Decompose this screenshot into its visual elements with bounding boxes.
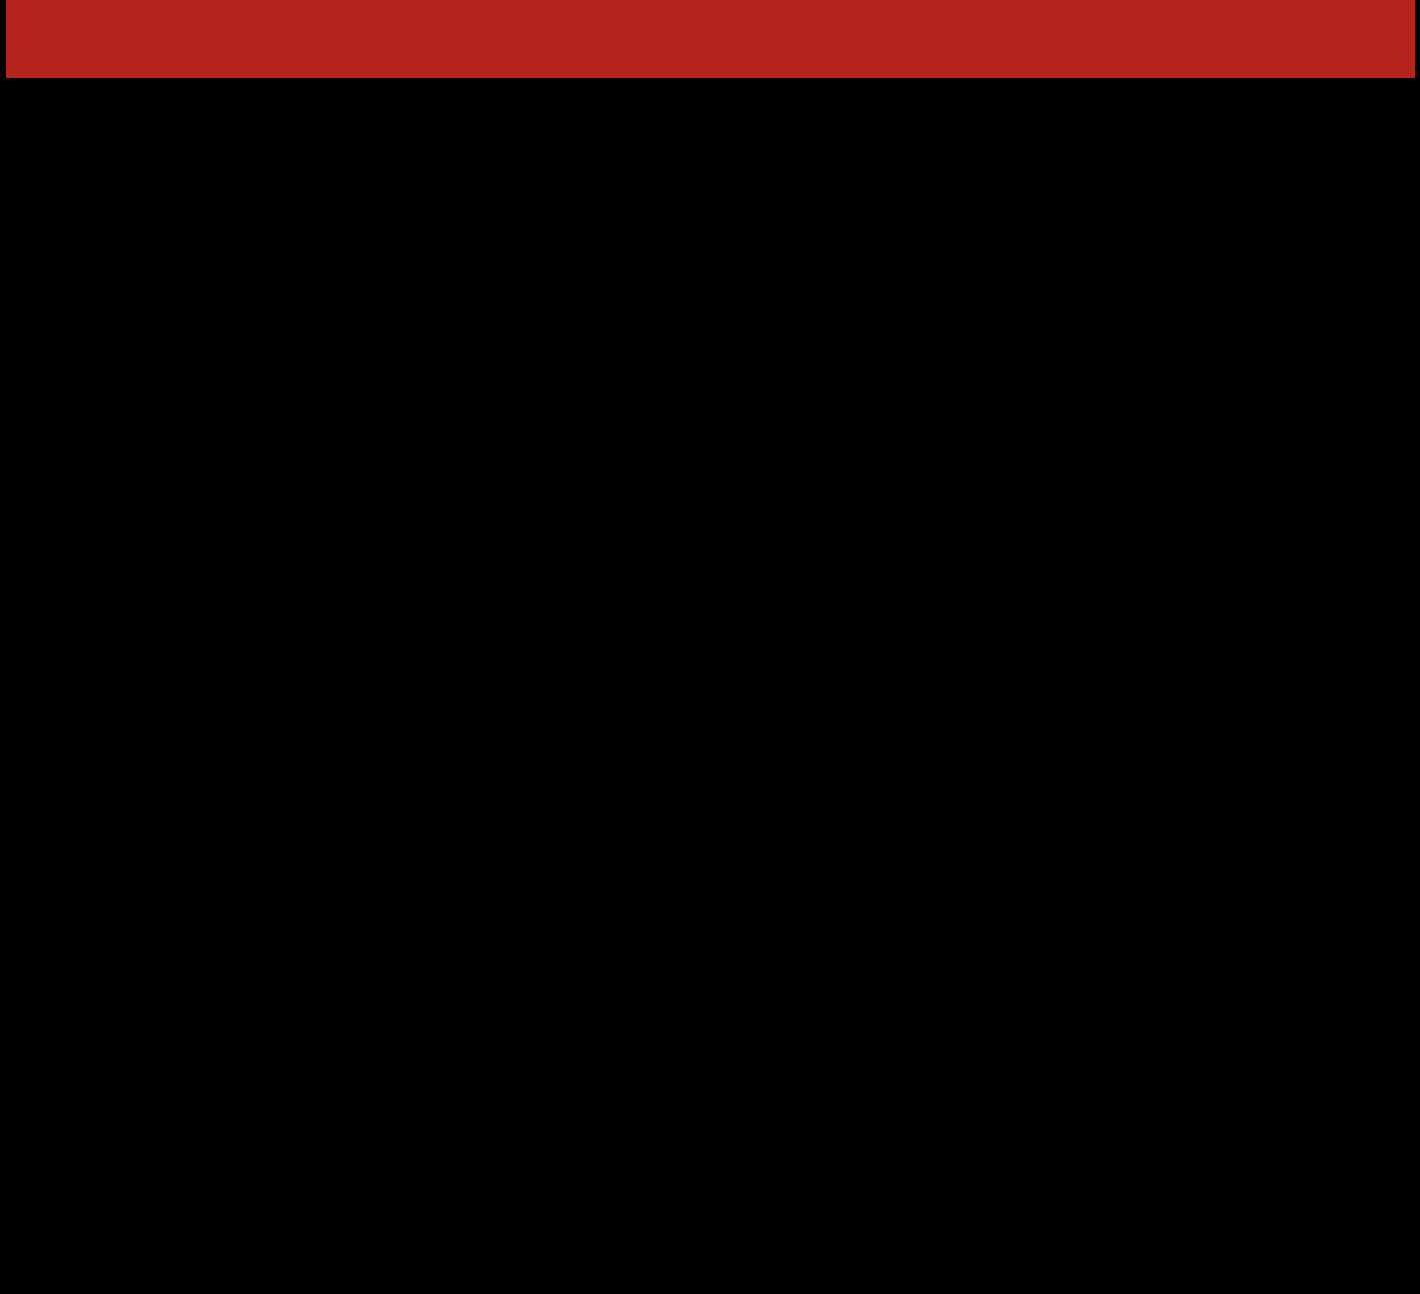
spreadsheet (6, 0, 1415, 1294)
title-banner (6, 0, 1415, 78)
